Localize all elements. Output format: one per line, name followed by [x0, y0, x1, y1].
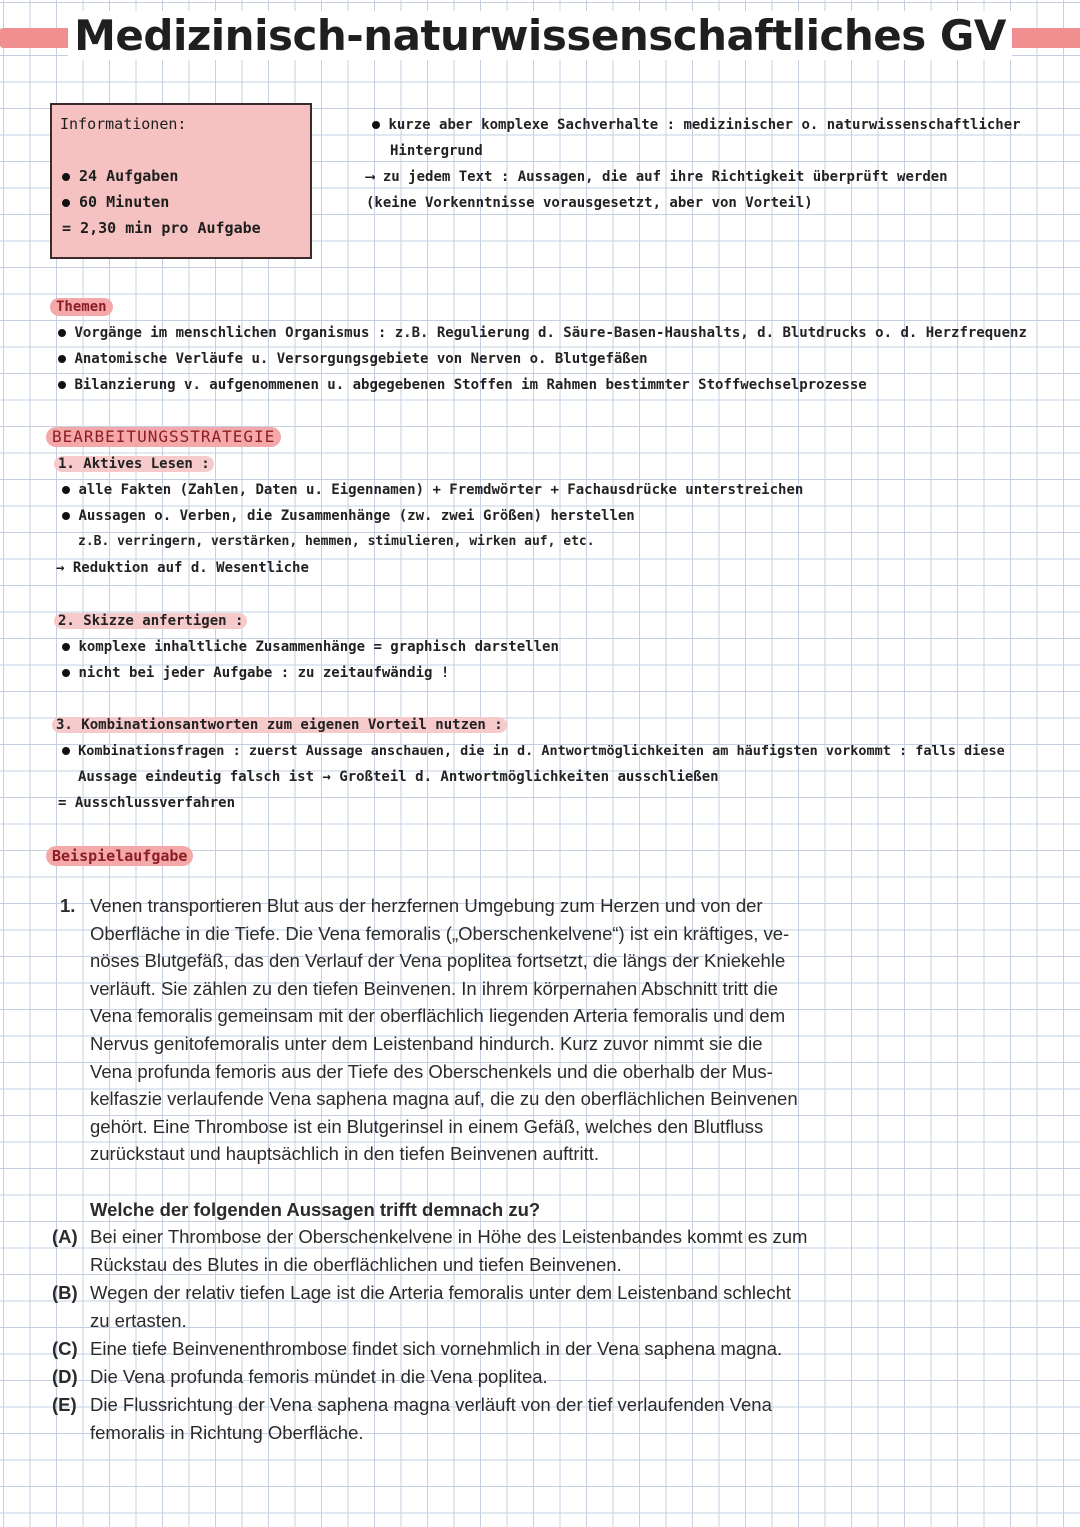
strategie-tag: BEARBEITUNGSSTRATEGIE [46, 427, 281, 447]
info-heading: Informationen: [60, 115, 187, 133]
task-line: Venen transportieren Blut aus der herzfernen Umgebung zum Herzen und von der [90, 895, 763, 916]
info-item: = 2,30 min pro Aufgabe [62, 219, 261, 237]
bullet-icon [62, 643, 70, 651]
answer-option-c: (C) Eine tiefe Beinvenenthrombose findet sich vornehmlich in der Vena saphena magna. [52, 1338, 783, 1359]
themen-item: Vorgänge im menschlichen Organismus : z.B. Regulierung d. Säure-Basen-Haushalts, d. Blutdrucks o. d. Herzfrequenz [58, 320, 1027, 346]
bullet-icon [62, 486, 70, 494]
strategie-2-heading: 2. Skizze anfertigen : [54, 608, 247, 634]
answer-option-a: (A) Bei einer Thrombose der Oberschenkelvene in Höhe des Leistenbandes kommt es zum Rückstau des Blutes in die oberflächlichen und tiefen Beinvenen. [52, 1226, 808, 1275]
answer-option-b: (B) Wegen der relativ tiefen Lage ist die Arteria femoralis unter dem Leistenband schlecht zu ertasten. [52, 1282, 791, 1331]
intro-line: ⟶ zu jedem Text : Aussagen, die auf ihre Richtigkeit überprüft werden [366, 169, 948, 185]
themen-tag: Themen [50, 298, 113, 316]
intro-line: Hintergrund [390, 143, 483, 159]
strategie-2-item: komplexe inhaltliche Zusammenhänge = graphisch darstellen [62, 634, 559, 660]
task-line: Nervus genitofemoralis unter dem Leistenband hindurch. Kurz zuvor nimmt sie die [90, 1032, 763, 1054]
strategie-3-item: Kombinationsfragen : zuerst Aussage anschauen, die in d. Antwortmöglichkeiten am häufigsten vorkommt : falls diese [62, 738, 1005, 764]
task-line: Vena femoralis gemeinsam mit der oberflächlich liegenden Arteria femoralis und dem [90, 1005, 786, 1027]
strategie-1-item: alle Fakten (Zahlen, Daten u. Eigennamen) + Fremdwörter + Fachausdrücke unterstreichen [62, 477, 803, 503]
task-line: verläuft. Sie zählen zu den tiefen Beinvenen. In ihrem körpernahen Abschnitt tritt die [90, 977, 778, 999]
bullet-icon [62, 173, 70, 181]
task-number: 1. [60, 895, 76, 916]
strategie-1-example: z.B. verringern, verstärken, hemmen, stimulieren, wirken auf, etc. [78, 534, 595, 549]
task-line: kelfaszie verlaufende Vena saphena magna auf, die zu den oberflächlichen Beinvenen [90, 1088, 798, 1110]
info-box [50, 103, 312, 259]
strategie-1-item: Aussagen o. Verben, die Zusammenhänge (zw. zwei Größen) herstellen [62, 503, 635, 529]
strategie-1-arrow: → Reduktion auf d. Wesentliche [56, 560, 309, 576]
bullet-icon [58, 381, 66, 389]
task-question: Welche der folgenden Aussagen trifft demnach zu? [90, 1199, 541, 1220]
task-text [90, 892, 856, 1168]
strategie-3-result: = Ausschlussverfahren [58, 795, 236, 811]
equals-sign: = [58, 795, 67, 811]
task-line: Vena profunda femoris aus der Tiefe des Oberschenkels und die oberhalb der Mus- [90, 1060, 773, 1082]
themen-item: Anatomische Verläufe u. Versorgungsgebiete von Nerven o. Blutgefäßen [58, 346, 648, 372]
strategie-2-item: nicht bei jeder Aufgabe : zu zeitaufwändig ! [62, 660, 449, 686]
info-item: 60 Minuten [62, 193, 169, 211]
intro-line: kurze aber komplexe Sachverhalte : medizinischer o. naturwissenschaftlicher [372, 112, 1021, 138]
bullet-icon [58, 329, 66, 337]
arrow-right-icon: → [56, 560, 65, 576]
strategie-1-heading: 1. Aktives Lesen : [54, 451, 214, 477]
task-line: nöses Blutgefäß, das den Verlauf der Vena poplitea fortsetzt, die längs der Kniekehle [90, 950, 786, 972]
arrow-right-icon: ⟶ [366, 169, 375, 185]
intro-line: (keine Vorkenntnisse vorausgesetzt, aber von Vorteil) [366, 195, 813, 211]
beispiel-tag: Beispielaufgabe [46, 846, 193, 866]
bullet-icon [372, 121, 380, 129]
info-item: 24 Aufgaben [62, 167, 178, 185]
bullet-icon [62, 512, 70, 520]
themen-item: Bilanzierung v. aufgenommenen u. abgegebenen Stoffen im Rahmen bestimmter Stoffwechselprozesse [58, 372, 867, 398]
bullet-icon [62, 747, 70, 755]
task-line: gehört. Eine Thrombose ist ein Blutgerinsel in einem Gefäß, welches den Blutfluss [90, 1115, 764, 1137]
task-line: zurückstaut und hauptsächlich in den tiefen Beinvenen auftritt. [90, 1143, 600, 1165]
bullet-icon [58, 355, 66, 363]
equals-sign: = [62, 219, 72, 237]
strategie-3-heading: 3. Kombinationsantworten zum eigenen Vorteil nutzen : [52, 712, 507, 738]
answer-option-d: (D) Die Vena profunda femoris mündet in die Vena poplitea. [52, 1366, 548, 1387]
strategie-3-item-cont: Aussage eindeutig falsch ist → Großteil d. Antwortmöglichkeiten ausschließen [78, 769, 719, 785]
answer-option-e: (E) Die Flussrichtung der Vena saphena magna verläuft von der tief verlaufenden Vena femoralis in Richtung Oberfläche. [52, 1394, 772, 1443]
task-line: Oberfläche in die Tiefe. Die Vena femoralis („Oberschenkelvene“) ist ein kräftiges, ve- [90, 922, 790, 944]
bullet-icon [62, 669, 70, 677]
bullet-icon [62, 199, 70, 207]
page-title: Medizinisch-naturwissenschaftliches GV [0, 8, 1080, 64]
